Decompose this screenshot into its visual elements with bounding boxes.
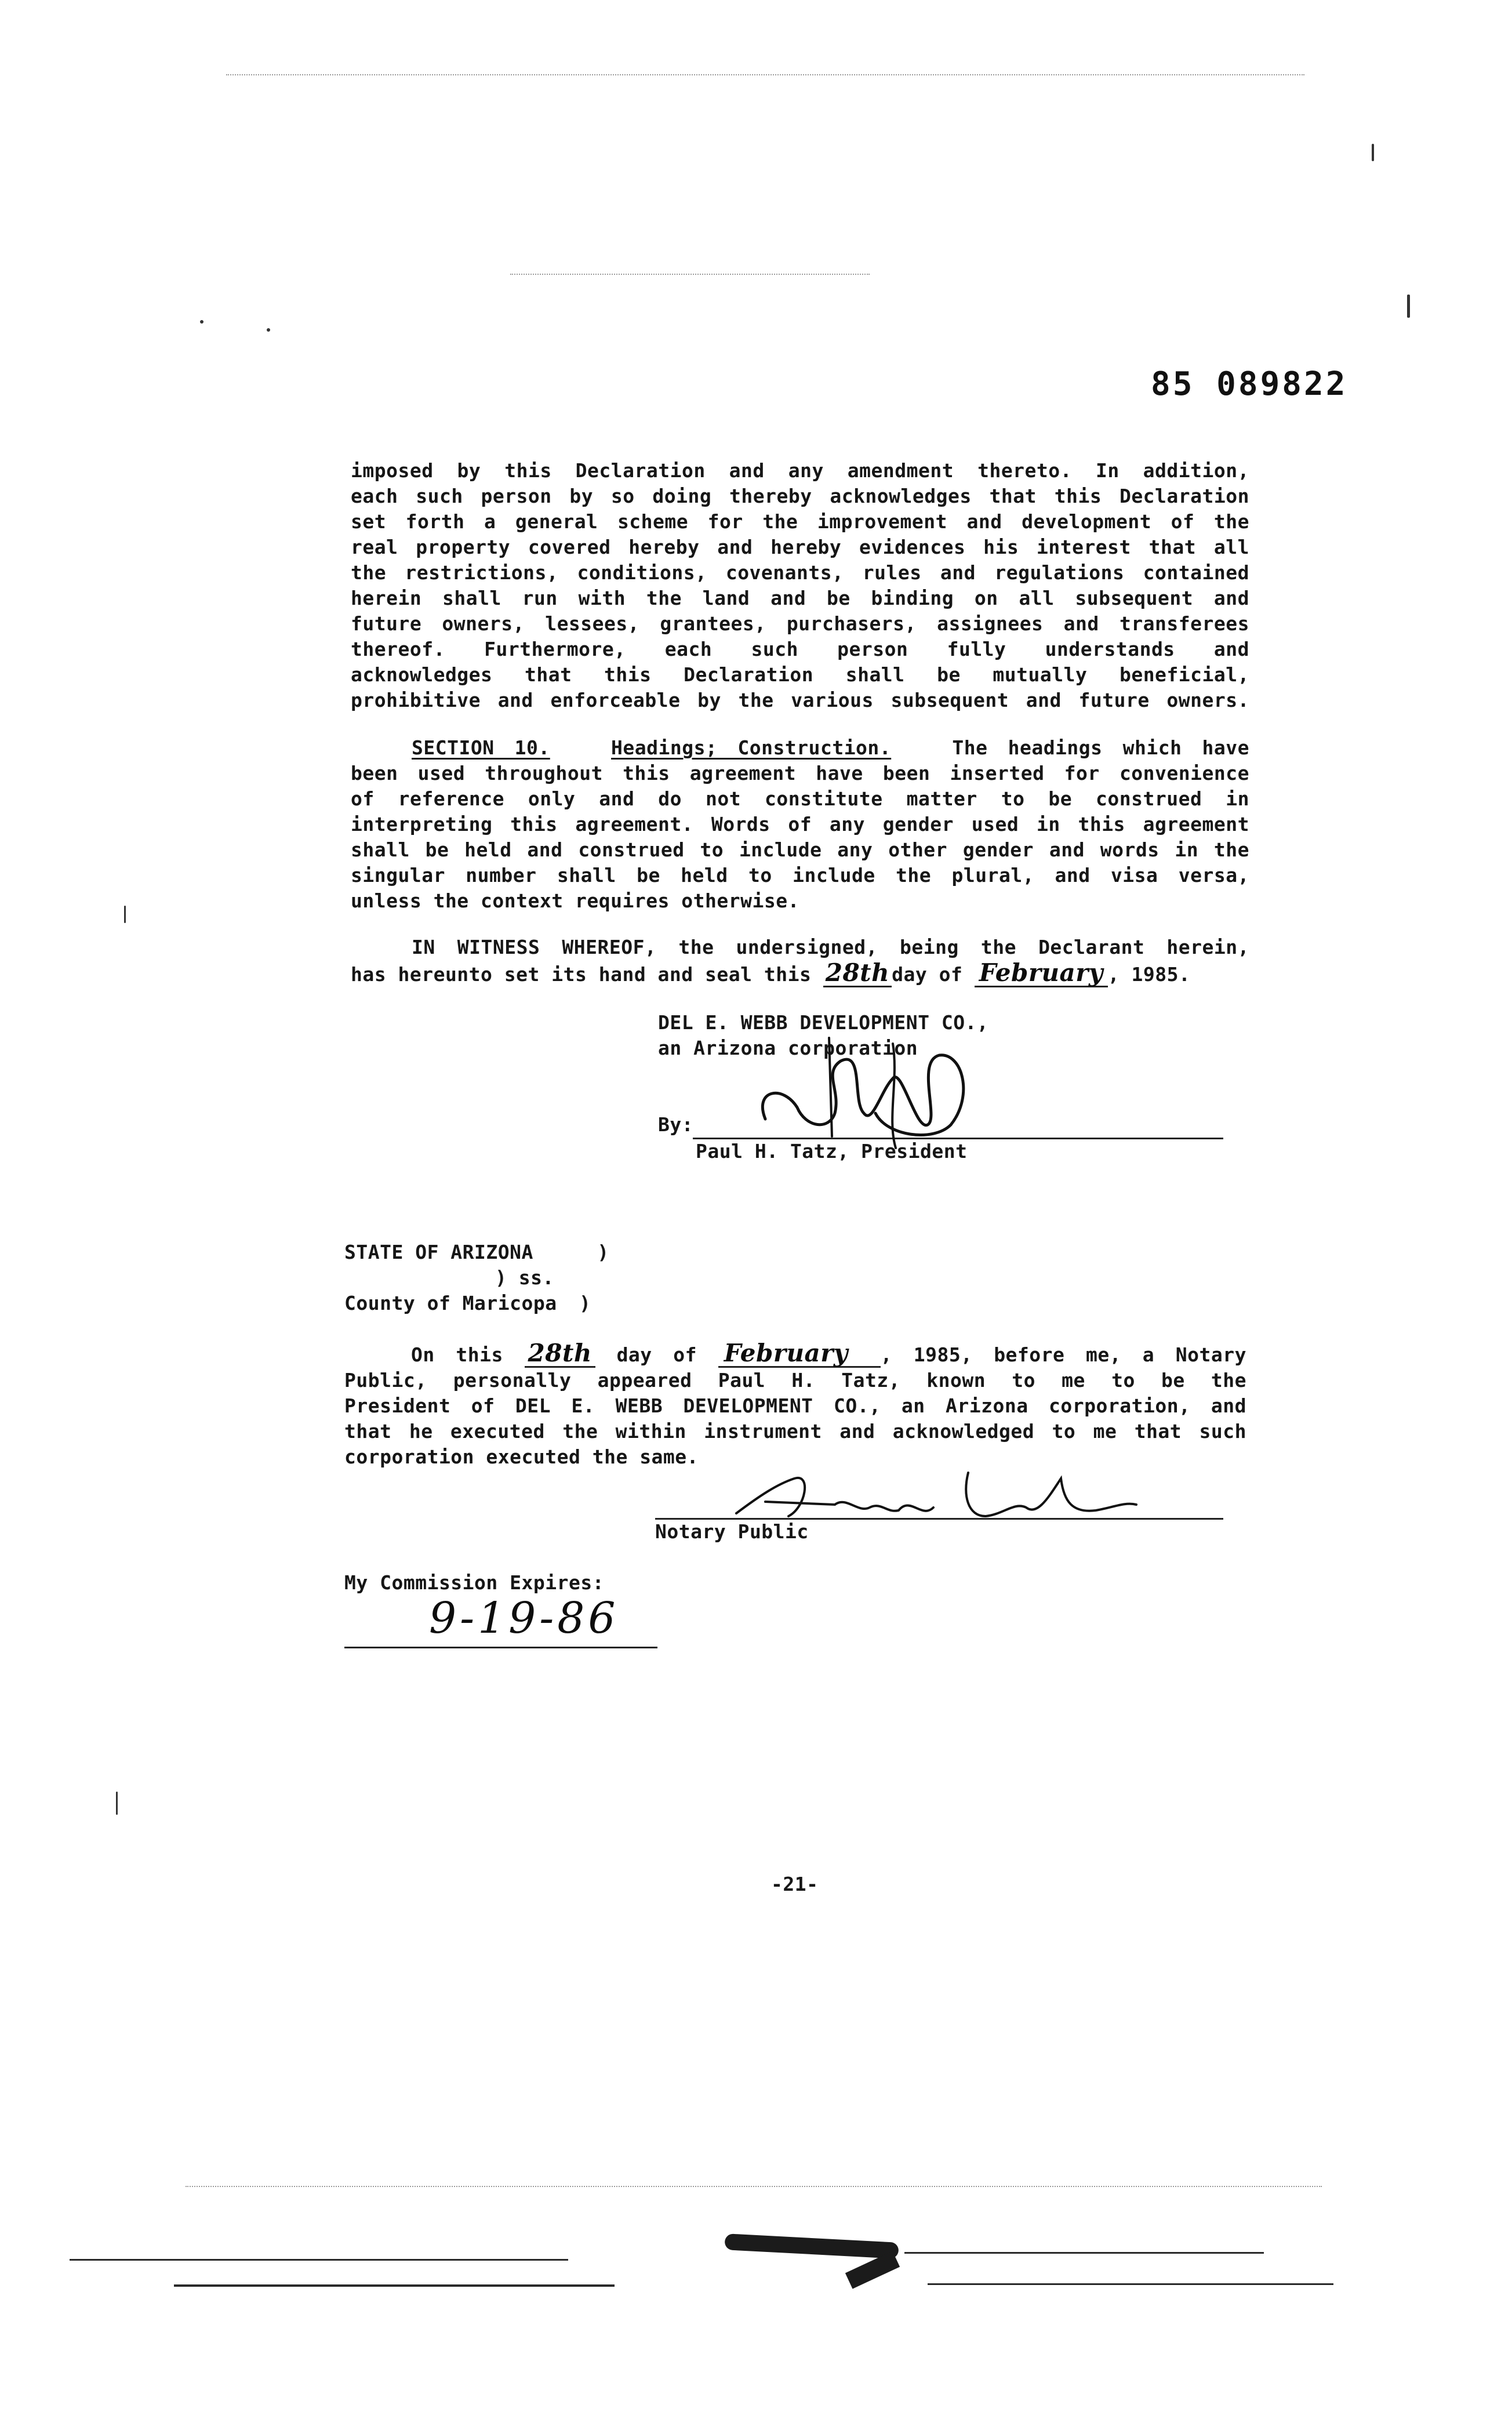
text-line: thereof. Furthermore, each such person fully understands and xyxy=(351,638,1249,660)
scan-artifact-top-2 xyxy=(510,274,870,275)
scan-artifact-bottom xyxy=(724,2233,899,2259)
notary-paragraph xyxy=(344,1341,1246,1470)
venue-state-line xyxy=(344,1240,808,1265)
notary-line-1 xyxy=(344,1341,1246,1368)
commission-label: My Commission Expires: xyxy=(344,1571,605,1594)
commission-line xyxy=(344,1647,657,1648)
notary-label: Notary Public xyxy=(655,1520,809,1543)
scan-artifact-bottom xyxy=(70,2259,568,2261)
scan-artifact-bottom xyxy=(174,2284,615,2287)
text-line: interpreting this agreement. Words of any gender used in this agreement xyxy=(351,813,1249,836)
handwritten-day: 28th xyxy=(525,1341,595,1368)
handwritten-day: 28th xyxy=(823,960,892,987)
scan-speck xyxy=(124,906,126,923)
venue-ss: ) ss. xyxy=(495,1266,554,1289)
text-line: singular number shall be held to include the plural, and visa versa, xyxy=(351,864,1249,887)
text-line: prohibitive and enforceable by the various subsequent and future owners. xyxy=(351,689,1249,711)
venue-paren: ) xyxy=(579,1292,591,1314)
text-line: the restrictions, conditions, covenants, rules and regulations contained xyxy=(351,561,1249,584)
section-text: The headings which have xyxy=(952,736,1249,759)
text-line: Public, personally appeared Paul H. Tatz, known to me to be the xyxy=(344,1369,1246,1392)
signer-name: Paul H. Tatz, President xyxy=(696,1140,968,1163)
scan-artifact-top xyxy=(226,74,1304,75)
venue-state: STATE OF ARIZONA xyxy=(344,1241,533,1263)
by-label: By: xyxy=(658,1113,694,1136)
notary-text: , 1985, before me, a Notary xyxy=(880,1343,1247,1366)
handwritten-month: February xyxy=(975,960,1108,987)
section-10 xyxy=(351,735,1249,914)
text-line: herein shall run with the land and be binding on all subsequent and xyxy=(351,587,1249,609)
scan-artifact-bottom xyxy=(928,2283,1333,2285)
witness-text: has hereunto set its hand and seal this xyxy=(351,963,812,986)
venue-paren: ) xyxy=(597,1241,609,1263)
page-number: -21- xyxy=(771,1873,819,1895)
witness-line-1: IN WITNESS WHEREOF, the undersigned, being the Declarant herein, xyxy=(412,936,1249,958)
text-line: of reference only and do not constitute matter to be construed in xyxy=(351,787,1249,810)
scan-speck xyxy=(200,320,203,324)
record-number: 85 089822 xyxy=(1151,365,1348,403)
declaration-paragraph xyxy=(351,458,1249,713)
text-line: that he executed the within instrument and acknowledged to me that such xyxy=(344,1420,1246,1443)
handwritten-month: February xyxy=(718,1341,881,1368)
witness-text: day of xyxy=(892,963,963,986)
text-line: corporation executed the same. xyxy=(344,1445,699,1468)
text-line: acknowledges that this Declaration shall be mutually beneficial, xyxy=(351,663,1249,686)
text-line: shall be held and construed to include any other gender and words in the xyxy=(351,838,1249,861)
scan-speck xyxy=(267,328,270,332)
scan-artifact-bottom xyxy=(904,2252,1264,2254)
scan-artifact-bottom xyxy=(186,2186,1322,2187)
text-line: imposed by this Declaration and any amendment thereto. In addition, xyxy=(351,459,1249,482)
section-heading: Headings; Construction. xyxy=(611,736,892,759)
scan-speck xyxy=(1407,295,1410,318)
notary-text: day of xyxy=(616,1343,697,1366)
scan-speck xyxy=(1372,144,1374,161)
scan-speck xyxy=(116,1792,118,1815)
witness-line-2 xyxy=(351,960,1249,987)
venue-block xyxy=(344,1240,808,1316)
witness-text: , 1985. xyxy=(1107,963,1191,986)
notary-text: On this xyxy=(411,1343,503,1366)
venue-county: County of Maricopa xyxy=(344,1292,557,1314)
section-10-first-line xyxy=(351,735,1249,761)
text-line: set forth a general scheme for the improvement and development of the xyxy=(351,510,1249,533)
text-line: unless the context requires otherwise. xyxy=(351,889,799,912)
text-line: President of DEL E. WEBB DEVELOPMENT CO., an Arizona corporation, and xyxy=(344,1394,1246,1417)
text-line: each such person by so doing thereby acknowledges that this Declaration xyxy=(351,485,1249,507)
company-name: DEL E. WEBB DEVELOPMENT CO., xyxy=(658,1011,989,1034)
text-line: future owners, lessees, grantees, purchasers, assignees and transferees xyxy=(351,612,1249,635)
text-line: real property covered hereby and hereby evidences his interest that all xyxy=(351,536,1249,558)
venue-county-line xyxy=(344,1291,808,1316)
witness-clause xyxy=(351,935,1249,987)
text-line: been used throughout this agreement have been inserted for convenience xyxy=(351,762,1249,784)
section-number: SECTION 10. xyxy=(412,736,550,759)
company-type: an Arizona corporation xyxy=(658,1037,918,1059)
commission-date: 9-19-86 xyxy=(429,1593,619,1643)
